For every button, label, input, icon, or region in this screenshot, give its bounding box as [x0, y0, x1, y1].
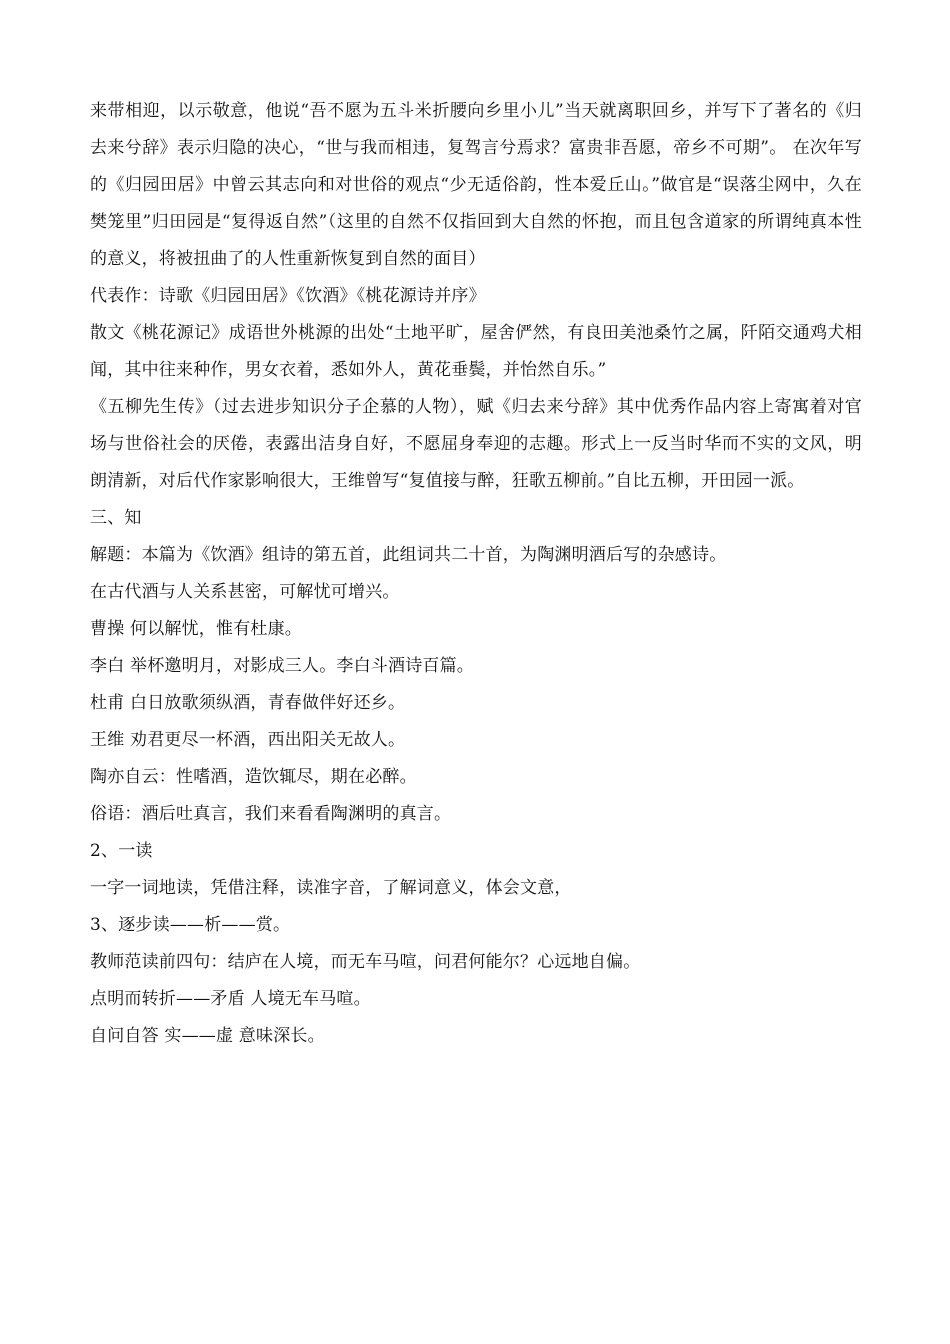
paragraph-title-explanation: 解题：本篇为《饮酒》组诗的第五首，此组词共二十首，为陶渊明酒后写的杂感诗。 [90, 545, 727, 565]
section-heading-step-reading: 3、逐步读——析——赏。 [90, 915, 291, 935]
section-heading-know: 三、知 [90, 508, 142, 528]
paragraph-self-question: 自问自答 实——虚 意味深长。 [90, 1026, 325, 1046]
quote-li-bai: 李白 举杯邀明月，对影成三人。李白斗酒诗百篇。 [90, 656, 475, 676]
paragraph-representative-works: 代表作：诗歌《归园田居》《饮酒》《桃花源诗并序》 [90, 286, 486, 306]
paragraph-reading-method: 一字一词地读，凭借注释，读准字音，了解词意义，体会文意， [90, 878, 572, 898]
section-heading-first-reading: 2、一读 [90, 841, 153, 861]
paragraph-proverb: 俗语：酒后吐真言，我们来看看陶渊明的真言。 [90, 804, 452, 824]
paragraph-teacher-reading: 教师范读前四句：结庐在人境，而无车马喧，问君何能尔？心远地自偏。 [90, 952, 641, 972]
quote-cao-cao: 曹操 何以解忧，惟有杜康。 [90, 619, 303, 639]
paragraph-five-willows: 《五柳先生传》（过去进步知识分子企慕的人物），赋《归去来兮辞》其中优秀作品内容上寄寓着对官场与世俗社会的厌倦，表露出洁身自好，不愿屈身奉迎的志趣。形式上一反当时华而不实的文风，明朗清新，对后代作家影响很大，王维曾写“复值接与醉，狂歌五柳前。”自比五柳，开田园一派。 [90, 397, 862, 491]
paragraph-wine-relation: 在古代酒与人关系甚密，可解忧可增兴。 [90, 582, 400, 602]
paragraph-peach-blossom: 散文《桃花源记》成语世外桃源的出处“土地平旷，屋舍俨然，有良田美池桑竹之属，阡陌交通鸡犬相闻，其中往来种作，男女衣着，悉如外人，黄花垂鬓，并怡然自乐。” [90, 323, 862, 380]
quote-tao: 陶亦自云：性嗜酒，造饮辄尽，期在必醉。 [90, 767, 417, 787]
paragraph-turning-point: 点明而转折——矛盾 人境无车马喧。 [90, 989, 371, 1009]
paragraph-tao-biography: 来带相迎，以示敬意，他说“吾不愿为五斗米折腰向乡里小儿”当天就离职回乡，并写下了著名的《归去来兮辞》表示归隐的决心，“世与我而相违，复驾言兮焉求？富贵非吾愿，帝乡不可期”。 在次年写的《归园田居》中曾云其志向和对世俗的观点“少无适俗韵，性本爱丘山。”做官是“误落尘网中，久在樊笼里”归田园是“复得返自然”（这里的自然不仅指回到大自然的怀抱，而且包含道家的所谓纯真本性的意义，将被扭曲了的人性重新恢复到自然的面目） [90, 101, 862, 269]
document-body [90, 93, 862, 1055]
quote-wang-wei: 王维 劝君更尽一杯酒，西出阳关无故人。 [90, 730, 406, 750]
quote-du-fu: 杜甫 白日放歌须纵酒，青春做伴好还乡。 [90, 693, 406, 713]
